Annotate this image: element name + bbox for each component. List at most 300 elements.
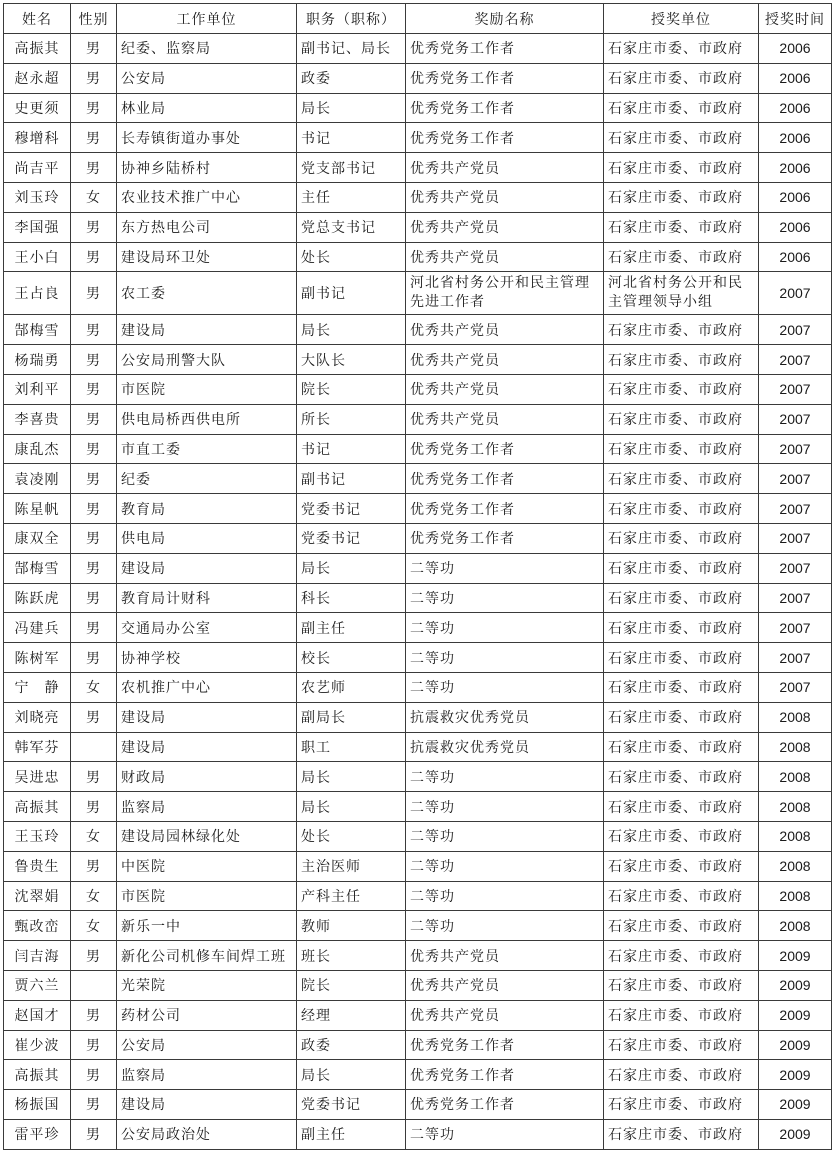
cell-name: 雷平珍 bbox=[4, 1119, 71, 1149]
table-row bbox=[4, 242, 832, 272]
cell-name: 高振其 bbox=[4, 792, 71, 822]
table-row bbox=[4, 374, 832, 404]
cell-award-name: 二等功 bbox=[406, 553, 604, 583]
cell-awarding-unit: 石家庄市委、市政府 bbox=[604, 315, 759, 345]
cell-work-unit: 供电局桥西供电所 bbox=[117, 404, 297, 434]
table-row bbox=[4, 1060, 832, 1090]
cell-name: 闫吉海 bbox=[4, 941, 71, 971]
cell-awarding-unit: 石家庄市委、市政府 bbox=[604, 1090, 759, 1120]
table-row bbox=[4, 272, 832, 315]
table-row bbox=[4, 404, 832, 434]
cell-award-name: 二等功 bbox=[406, 1119, 604, 1149]
cell-award-year: 2006 bbox=[759, 242, 832, 272]
cell-work-unit: 财政局 bbox=[117, 762, 297, 792]
cell-awarding-unit: 石家庄市委、市政府 bbox=[604, 851, 759, 881]
cell-work-unit: 建设局 bbox=[117, 732, 297, 762]
table-row bbox=[4, 63, 832, 93]
cell-award-name: 二等功 bbox=[406, 643, 604, 673]
cell-name: 甄改峦 bbox=[4, 911, 71, 941]
cell-award-name: 河北省村务公开和民主管理先进工作者 bbox=[406, 272, 604, 315]
cell-gender bbox=[71, 970, 117, 1000]
cell-award-year: 2006 bbox=[759, 63, 832, 93]
cell-work-unit: 林业局 bbox=[117, 93, 297, 123]
header-gender: 性别 bbox=[71, 4, 117, 34]
cell-award-name: 二等功 bbox=[406, 911, 604, 941]
table-row bbox=[4, 494, 832, 524]
cell-work-unit: 新乐一中 bbox=[117, 911, 297, 941]
cell-award-year: 2006 bbox=[759, 123, 832, 153]
cell-award-year: 2007 bbox=[759, 613, 832, 643]
cell-position: 党总支书记 bbox=[297, 212, 406, 242]
cell-award-name: 二等功 bbox=[406, 672, 604, 702]
cell-work-unit: 公安局政治处 bbox=[117, 1119, 297, 1149]
cell-work-unit: 农业技术推广中心 bbox=[117, 182, 297, 212]
cell-gender: 男 bbox=[71, 702, 117, 732]
cell-award-name: 优秀党务工作者 bbox=[406, 464, 604, 494]
cell-gender: 男 bbox=[71, 1119, 117, 1149]
cell-position: 科长 bbox=[297, 583, 406, 613]
cell-work-unit: 纪委、监察局 bbox=[117, 34, 297, 64]
cell-award-year: 2009 bbox=[759, 970, 832, 1000]
cell-position: 所长 bbox=[297, 404, 406, 434]
cell-gender: 男 bbox=[71, 1060, 117, 1090]
cell-award-year: 2007 bbox=[759, 272, 832, 315]
cell-award-name: 抗震救灾优秀党员 bbox=[406, 732, 604, 762]
cell-work-unit: 建设局 bbox=[117, 1090, 297, 1120]
cell-award-name: 优秀党务工作者 bbox=[406, 434, 604, 464]
cell-award-name: 优秀共产党员 bbox=[406, 182, 604, 212]
cell-name: 刘利平 bbox=[4, 374, 71, 404]
cell-name: 高振其 bbox=[4, 34, 71, 64]
cell-position: 副书记 bbox=[297, 464, 406, 494]
cell-name: 鲁贵生 bbox=[4, 851, 71, 881]
cell-work-unit: 中医院 bbox=[117, 851, 297, 881]
cell-work-unit: 交通局办公室 bbox=[117, 613, 297, 643]
cell-awarding-unit: 石家庄市委、市政府 bbox=[604, 464, 759, 494]
cell-name: 陈跃虎 bbox=[4, 583, 71, 613]
cell-gender bbox=[71, 732, 117, 762]
cell-award-year: 2006 bbox=[759, 34, 832, 64]
cell-award-name: 优秀党务工作者 bbox=[406, 1030, 604, 1060]
cell-gender: 男 bbox=[71, 315, 117, 345]
header-award-year: 授奖时间 bbox=[759, 4, 832, 34]
cell-name: 陈树军 bbox=[4, 643, 71, 673]
cell-position: 党委书记 bbox=[297, 494, 406, 524]
cell-awarding-unit: 石家庄市委、市政府 bbox=[604, 762, 759, 792]
cell-position: 班长 bbox=[297, 941, 406, 971]
table-row bbox=[4, 762, 832, 792]
table-row bbox=[4, 643, 832, 673]
cell-work-unit: 市医院 bbox=[117, 374, 297, 404]
cell-awarding-unit: 石家庄市委、市政府 bbox=[604, 613, 759, 643]
cell-position: 职工 bbox=[297, 732, 406, 762]
cell-award-name: 二等功 bbox=[406, 613, 604, 643]
cell-position: 局长 bbox=[297, 762, 406, 792]
cell-work-unit: 协神学校 bbox=[117, 643, 297, 673]
cell-award-year: 2007 bbox=[759, 643, 832, 673]
cell-name: 贾六兰 bbox=[4, 970, 71, 1000]
cell-gender: 男 bbox=[71, 1000, 117, 1030]
cell-gender: 男 bbox=[71, 434, 117, 464]
cell-gender: 女 bbox=[71, 911, 117, 941]
cell-award-name: 二等功 bbox=[406, 762, 604, 792]
cell-award-name: 优秀共产党员 bbox=[406, 1000, 604, 1030]
cell-name: 郜梅雪 bbox=[4, 553, 71, 583]
cell-work-unit: 纪委 bbox=[117, 464, 297, 494]
table-row bbox=[4, 851, 832, 881]
cell-name: 李喜贵 bbox=[4, 404, 71, 434]
cell-award-year: 2008 bbox=[759, 762, 832, 792]
cell-name: 宁 静 bbox=[4, 672, 71, 702]
cell-position: 处长 bbox=[297, 821, 406, 851]
cell-awarding-unit: 石家庄市委、市政府 bbox=[604, 494, 759, 524]
cell-work-unit: 东方热电公司 bbox=[117, 212, 297, 242]
cell-position: 党委书记 bbox=[297, 523, 406, 553]
table-row bbox=[4, 1030, 832, 1060]
cell-position: 处长 bbox=[297, 242, 406, 272]
cell-award-year: 2007 bbox=[759, 672, 832, 702]
cell-position: 政委 bbox=[297, 1030, 406, 1060]
cell-award-name: 优秀共产党员 bbox=[406, 212, 604, 242]
cell-gender: 男 bbox=[71, 93, 117, 123]
cell-position: 校长 bbox=[297, 643, 406, 673]
cell-awarding-unit: 石家庄市委、市政府 bbox=[604, 1119, 759, 1149]
cell-gender: 男 bbox=[71, 941, 117, 971]
cell-work-unit: 公安局 bbox=[117, 63, 297, 93]
cell-awarding-unit: 石家庄市委、市政府 bbox=[604, 434, 759, 464]
table-row bbox=[4, 345, 832, 375]
cell-gender: 女 bbox=[71, 821, 117, 851]
cell-award-year: 2008 bbox=[759, 792, 832, 822]
cell-award-name: 优秀党务工作者 bbox=[406, 523, 604, 553]
cell-award-name: 优秀党务工作者 bbox=[406, 1060, 604, 1090]
cell-award-year: 2009 bbox=[759, 941, 832, 971]
cell-work-unit: 建设局 bbox=[117, 315, 297, 345]
cell-work-unit: 光荣院 bbox=[117, 970, 297, 1000]
cell-name: 刘玉玲 bbox=[4, 182, 71, 212]
cell-name: 刘晓亮 bbox=[4, 702, 71, 732]
cell-name: 高振其 bbox=[4, 1060, 71, 1090]
cell-awarding-unit: 石家庄市委、市政府 bbox=[604, 212, 759, 242]
cell-position: 书记 bbox=[297, 123, 406, 153]
cell-position: 局长 bbox=[297, 93, 406, 123]
cell-award-year: 2007 bbox=[759, 464, 832, 494]
cell-awarding-unit: 石家庄市委、市政府 bbox=[604, 374, 759, 404]
cell-name: 陈星帆 bbox=[4, 494, 71, 524]
cell-work-unit: 建设局 bbox=[117, 553, 297, 583]
cell-award-year: 2008 bbox=[759, 821, 832, 851]
cell-award-year: 2007 bbox=[759, 523, 832, 553]
cell-gender: 男 bbox=[71, 613, 117, 643]
cell-gender: 男 bbox=[71, 494, 117, 524]
cell-award-name: 二等功 bbox=[406, 821, 604, 851]
cell-awarding-unit: 石家庄市委、市政府 bbox=[604, 404, 759, 434]
table-row bbox=[4, 702, 832, 732]
cell-gender: 女 bbox=[71, 881, 117, 911]
table-row bbox=[4, 1119, 832, 1149]
cell-gender: 男 bbox=[71, 1090, 117, 1120]
cell-award-year: 2006 bbox=[759, 182, 832, 212]
cell-award-year: 2009 bbox=[759, 1000, 832, 1030]
cell-position: 局长 bbox=[297, 553, 406, 583]
cell-award-name: 二等功 bbox=[406, 792, 604, 822]
cell-award-year: 2009 bbox=[759, 1030, 832, 1060]
cell-award-name: 优秀共产党员 bbox=[406, 941, 604, 971]
cell-award-name: 二等功 bbox=[406, 881, 604, 911]
cell-position: 副局长 bbox=[297, 702, 406, 732]
cell-award-year: 2008 bbox=[759, 851, 832, 881]
cell-gender: 男 bbox=[71, 345, 117, 375]
cell-awarding-unit: 石家庄市委、市政府 bbox=[604, 941, 759, 971]
table-row bbox=[4, 182, 832, 212]
cell-award-year: 2007 bbox=[759, 553, 832, 583]
cell-award-name: 优秀共产党员 bbox=[406, 242, 604, 272]
cell-work-unit: 协神乡陆桥村 bbox=[117, 153, 297, 183]
cell-award-name: 优秀共产党员 bbox=[406, 374, 604, 404]
cell-work-unit: 监察局 bbox=[117, 792, 297, 822]
cell-awarding-unit: 石家庄市委、市政府 bbox=[604, 523, 759, 553]
table-row bbox=[4, 434, 832, 464]
cell-name: 李国强 bbox=[4, 212, 71, 242]
cell-gender: 男 bbox=[71, 523, 117, 553]
cell-award-year: 2007 bbox=[759, 345, 832, 375]
cell-name: 杨振国 bbox=[4, 1090, 71, 1120]
table-row bbox=[4, 583, 832, 613]
cell-award-name: 优秀党务工作者 bbox=[406, 93, 604, 123]
cell-gender: 男 bbox=[71, 643, 117, 673]
cell-name: 崔少波 bbox=[4, 1030, 71, 1060]
cell-awarding-unit: 石家庄市委、市政府 bbox=[604, 702, 759, 732]
cell-position: 副书记、局长 bbox=[297, 34, 406, 64]
table-row bbox=[4, 212, 832, 242]
cell-award-name: 二等功 bbox=[406, 851, 604, 881]
cell-awarding-unit: 石家庄市委、市政府 bbox=[604, 911, 759, 941]
cell-name: 史更须 bbox=[4, 93, 71, 123]
cell-awarding-unit: 石家庄市委、市政府 bbox=[604, 970, 759, 1000]
cell-work-unit: 建设局环卫处 bbox=[117, 242, 297, 272]
cell-awarding-unit: 石家庄市委、市政府 bbox=[604, 732, 759, 762]
table-row bbox=[4, 153, 832, 183]
cell-work-unit: 公安局刑警大队 bbox=[117, 345, 297, 375]
cell-position: 局长 bbox=[297, 1060, 406, 1090]
cell-name: 王占良 bbox=[4, 272, 71, 315]
cell-work-unit: 市医院 bbox=[117, 881, 297, 911]
table-row bbox=[4, 881, 832, 911]
cell-gender: 男 bbox=[71, 123, 117, 153]
cell-awarding-unit: 石家庄市委、市政府 bbox=[604, 1060, 759, 1090]
table-row bbox=[4, 34, 832, 64]
cell-award-year: 2007 bbox=[759, 315, 832, 345]
cell-name: 吴进忠 bbox=[4, 762, 71, 792]
table-row bbox=[4, 553, 832, 583]
cell-work-unit: 市直工委 bbox=[117, 434, 297, 464]
header-position: 职务（职称） bbox=[297, 4, 406, 34]
cell-award-year: 2007 bbox=[759, 404, 832, 434]
cell-award-year: 2006 bbox=[759, 93, 832, 123]
cell-position: 院长 bbox=[297, 970, 406, 1000]
cell-position: 副主任 bbox=[297, 613, 406, 643]
cell-position: 产科主任 bbox=[297, 881, 406, 911]
cell-position: 党委书记 bbox=[297, 1090, 406, 1120]
cell-award-year: 2007 bbox=[759, 494, 832, 524]
table-row bbox=[4, 613, 832, 643]
cell-awarding-unit: 石家庄市委、市政府 bbox=[604, 821, 759, 851]
cell-award-year: 2008 bbox=[759, 732, 832, 762]
cell-gender: 男 bbox=[71, 374, 117, 404]
cell-work-unit: 供电局 bbox=[117, 523, 297, 553]
cell-name: 袁凌刚 bbox=[4, 464, 71, 494]
cell-awarding-unit: 石家庄市委、市政府 bbox=[604, 63, 759, 93]
cell-name: 康乱杰 bbox=[4, 434, 71, 464]
table-row bbox=[4, 1090, 832, 1120]
header-name: 姓名 bbox=[4, 4, 71, 34]
cell-award-year: 2009 bbox=[759, 1119, 832, 1149]
table-row bbox=[4, 941, 832, 971]
cell-award-name: 优秀共产党员 bbox=[406, 404, 604, 434]
table-row bbox=[4, 821, 832, 851]
cell-award-year: 2006 bbox=[759, 153, 832, 183]
cell-work-unit: 教育局计财科 bbox=[117, 583, 297, 613]
table-row bbox=[4, 315, 832, 345]
cell-awarding-unit: 石家庄市委、市政府 bbox=[604, 242, 759, 272]
cell-award-year: 2006 bbox=[759, 212, 832, 242]
cell-award-year: 2007 bbox=[759, 434, 832, 464]
table-row bbox=[4, 732, 832, 762]
cell-award-name: 二等功 bbox=[406, 583, 604, 613]
cell-gender: 男 bbox=[71, 212, 117, 242]
cell-position: 主治医师 bbox=[297, 851, 406, 881]
cell-gender: 男 bbox=[71, 272, 117, 315]
cell-position: 副主任 bbox=[297, 1119, 406, 1149]
cell-gender: 男 bbox=[71, 851, 117, 881]
cell-name: 赵永超 bbox=[4, 63, 71, 93]
cell-award-name: 优秀共产党员 bbox=[406, 153, 604, 183]
cell-position: 书记 bbox=[297, 434, 406, 464]
cell-awarding-unit: 河北省村务公开和民主管理领导小组 bbox=[604, 272, 759, 315]
cell-award-name: 优秀党务工作者 bbox=[406, 494, 604, 524]
header-work-unit: 工作单位 bbox=[117, 4, 297, 34]
cell-work-unit: 建设局 bbox=[117, 702, 297, 732]
cell-position: 经理 bbox=[297, 1000, 406, 1030]
header-awarding-unit: 授奖单位 bbox=[604, 4, 759, 34]
cell-name: 赵国才 bbox=[4, 1000, 71, 1030]
cell-position: 大队长 bbox=[297, 345, 406, 375]
cell-name: 王小白 bbox=[4, 242, 71, 272]
table-body bbox=[4, 34, 832, 1150]
cell-work-unit: 公安局 bbox=[117, 1030, 297, 1060]
cell-award-year: 2009 bbox=[759, 1090, 832, 1120]
cell-name: 沈翠娟 bbox=[4, 881, 71, 911]
cell-work-unit: 农工委 bbox=[117, 272, 297, 315]
cell-gender: 男 bbox=[71, 404, 117, 434]
cell-position: 党支部书记 bbox=[297, 153, 406, 183]
cell-awarding-unit: 石家庄市委、市政府 bbox=[604, 93, 759, 123]
table-row bbox=[4, 464, 832, 494]
cell-awarding-unit: 石家庄市委、市政府 bbox=[604, 792, 759, 822]
cell-awarding-unit: 石家庄市委、市政府 bbox=[604, 1030, 759, 1060]
table-row bbox=[4, 1000, 832, 1030]
cell-awarding-unit: 石家庄市委、市政府 bbox=[604, 153, 759, 183]
table-row bbox=[4, 672, 832, 702]
cell-gender: 男 bbox=[71, 464, 117, 494]
header-award-name: 奖励名称 bbox=[406, 4, 604, 34]
cell-work-unit: 新化公司机修车间焊工班 bbox=[117, 941, 297, 971]
cell-award-name: 优秀党务工作者 bbox=[406, 34, 604, 64]
award-table bbox=[3, 3, 832, 1150]
table-row bbox=[4, 523, 832, 553]
cell-award-year: 2008 bbox=[759, 881, 832, 911]
cell-name: 尚吉平 bbox=[4, 153, 71, 183]
cell-award-name: 优秀共产党员 bbox=[406, 315, 604, 345]
cell-awarding-unit: 石家庄市委、市政府 bbox=[604, 34, 759, 64]
cell-position: 局长 bbox=[297, 792, 406, 822]
cell-name: 杨瑞勇 bbox=[4, 345, 71, 375]
table-row bbox=[4, 911, 832, 941]
cell-position: 副书记 bbox=[297, 272, 406, 315]
cell-position: 主任 bbox=[297, 182, 406, 212]
cell-gender: 男 bbox=[71, 34, 117, 64]
cell-work-unit: 长寿镇街道办事处 bbox=[117, 123, 297, 153]
cell-name: 康双全 bbox=[4, 523, 71, 553]
cell-awarding-unit: 石家庄市委、市政府 bbox=[604, 553, 759, 583]
cell-awarding-unit: 石家庄市委、市政府 bbox=[604, 123, 759, 153]
cell-award-name: 优秀党务工作者 bbox=[406, 1090, 604, 1120]
cell-gender: 女 bbox=[71, 672, 117, 702]
cell-gender: 男 bbox=[71, 153, 117, 183]
cell-gender: 男 bbox=[71, 553, 117, 583]
table-row bbox=[4, 93, 832, 123]
cell-name: 王玉玲 bbox=[4, 821, 71, 851]
cell-awarding-unit: 石家庄市委、市政府 bbox=[604, 182, 759, 212]
cell-gender: 男 bbox=[71, 792, 117, 822]
cell-awarding-unit: 石家庄市委、市政府 bbox=[604, 345, 759, 375]
cell-award-year: 2007 bbox=[759, 583, 832, 613]
cell-position: 农艺师 bbox=[297, 672, 406, 702]
cell-gender: 女 bbox=[71, 182, 117, 212]
cell-award-name: 优秀党务工作者 bbox=[406, 63, 604, 93]
cell-work-unit: 农机推广中心 bbox=[117, 672, 297, 702]
table-row bbox=[4, 792, 832, 822]
table-row bbox=[4, 123, 832, 153]
cell-position: 政委 bbox=[297, 63, 406, 93]
cell-work-unit: 建设局园林绿化处 bbox=[117, 821, 297, 851]
cell-award-name: 优秀党务工作者 bbox=[406, 123, 604, 153]
cell-work-unit: 药材公司 bbox=[117, 1000, 297, 1030]
cell-position: 局长 bbox=[297, 315, 406, 345]
cell-work-unit: 教育局 bbox=[117, 494, 297, 524]
cell-position: 教师 bbox=[297, 911, 406, 941]
cell-name: 穆增科 bbox=[4, 123, 71, 153]
cell-award-year: 2007 bbox=[759, 374, 832, 404]
cell-awarding-unit: 石家庄市委、市政府 bbox=[604, 881, 759, 911]
cell-gender: 男 bbox=[71, 583, 117, 613]
cell-award-name: 抗震救灾优秀党员 bbox=[406, 702, 604, 732]
cell-awarding-unit: 石家庄市委、市政府 bbox=[604, 643, 759, 673]
cell-gender: 男 bbox=[71, 1030, 117, 1060]
cell-gender: 男 bbox=[71, 63, 117, 93]
cell-awarding-unit: 石家庄市委、市政府 bbox=[604, 1000, 759, 1030]
cell-work-unit: 监察局 bbox=[117, 1060, 297, 1090]
cell-award-name: 优秀共产党员 bbox=[406, 970, 604, 1000]
cell-awarding-unit: 石家庄市委、市政府 bbox=[604, 583, 759, 613]
cell-name: 冯建兵 bbox=[4, 613, 71, 643]
table-row bbox=[4, 970, 832, 1000]
cell-name: 郜梅雪 bbox=[4, 315, 71, 345]
cell-name: 韩军芬 bbox=[4, 732, 71, 762]
cell-position: 院长 bbox=[297, 374, 406, 404]
cell-award-name: 优秀共产党员 bbox=[406, 345, 604, 375]
cell-award-year: 2008 bbox=[759, 702, 832, 732]
